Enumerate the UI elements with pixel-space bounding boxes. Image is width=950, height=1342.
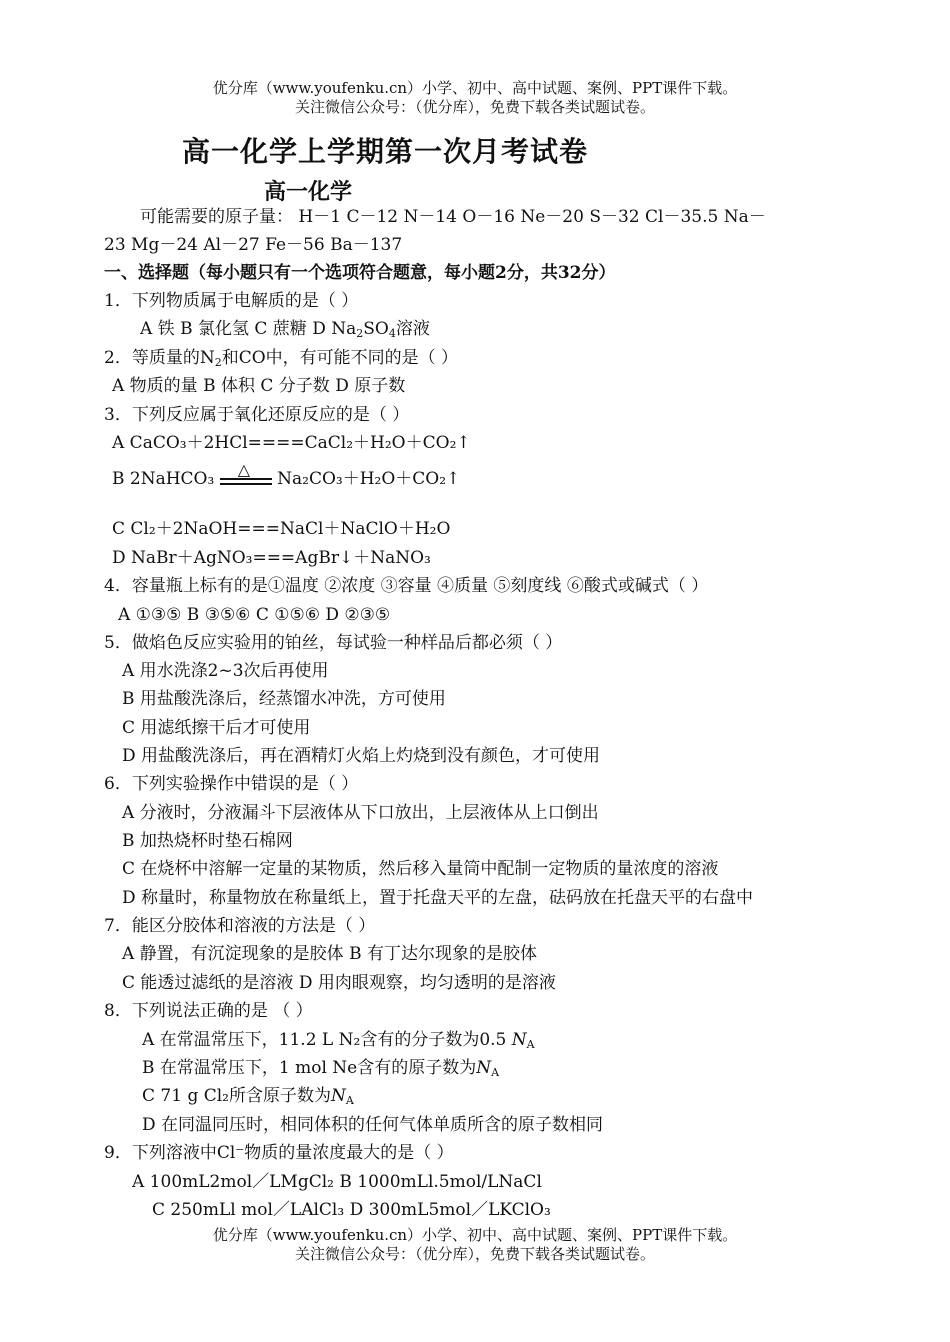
header-line-1: 优分库（www.youfenku.cn）小学、初中、高中试题、案例、PPT课件下载。: [212, 79, 738, 97]
avogadro-sub: A: [491, 1066, 500, 1079]
q8-b-text: B 在常温常压下，1 mol Ne含有的原子数为: [142, 1058, 477, 1078]
q2-stem-a: 2．等质量的N: [104, 348, 215, 368]
q8-a-text: A 在常温常压下，11.2 L N₂含有的分子数为0.5: [142, 1030, 512, 1050]
q3-option-c: C Cl₂＋2NaOH===NaCl＋NaClO＋H₂O: [112, 519, 451, 539]
q2-stem-sub: 2: [214, 356, 222, 369]
q6-option-d: D 称量时，称量物放在称量纸上，置于托盘天平的左盘，砝码放在托盘天平的右盘中: [122, 888, 754, 908]
atomic-mass-line-2: 23 Mg－24 Al－27 Fe－56 Ba－137: [104, 235, 403, 255]
q5-option-b: B 用盐酸洗涤后，经蒸馏水冲洗，方可使用: [122, 689, 446, 709]
footer-line-2: 关注微信公众号：（优分库），免费下载各类试题试卷。: [294, 1245, 655, 1263]
q6-option-a: A 分液时，分液漏斗下层液体从下口放出，上层液体从上口倒出: [122, 803, 599, 823]
avogadro-sub: A: [345, 1094, 354, 1107]
q1-sub-1: 2: [356, 327, 364, 340]
header-line-2: 关注微信公众号：（优分库），免费下载各类试题试卷。: [294, 98, 655, 116]
q6-option-c: C 在烧杯中溶解一定量的某物质，然后移入量筒中配制一定物质的量浓度的溶液: [122, 859, 719, 879]
q7-options-cd: C 能透过滤纸的是溶液 D 用肉眼观察，均匀透明的是溶液: [122, 973, 556, 993]
q1-stem: 1．下列物质属于电解质的是（ ）: [104, 291, 359, 311]
q7-stem: 7．能区分胶体和溶液的方法是（ ）: [104, 916, 376, 936]
q1-tail: 溶液: [395, 319, 430, 339]
q6-option-b: B 加热烧杯时垫石棉网: [122, 831, 293, 851]
q1-options-text: A 铁 B 氯化氢 C 蔗糖 D Na: [140, 319, 357, 339]
delta-symbol: △: [237, 459, 251, 479]
avogadro-n: N: [476, 1058, 492, 1078]
q2-stem: [104, 347, 458, 369]
q5-option-d: D 用盐酸洗涤后，再在酒精灯火焰上灼烧到没有颜色，才可使用: [122, 746, 601, 766]
q8-option-b: [142, 1057, 499, 1079]
footer-line-1: 优分库（www.youfenku.cn）小学、初中、高中试题、案例、PPT课件下载。: [212, 1226, 738, 1244]
q8-stem: 8．下列说法正确的是 （ ）: [104, 1001, 313, 1021]
avogadro-sub: A: [526, 1038, 535, 1051]
q9-options-cd: C 250mLl mol／LAlCl₃ D 300mL5mol／LKClO₃: [152, 1200, 551, 1220]
q3-b-left: B 2NaHCO₃: [112, 469, 215, 489]
avogadro-n: N: [331, 1086, 346, 1106]
q5-option-a: A 用水洗涤2~3次后再使用: [122, 661, 329, 681]
q1-sub-2: 4: [388, 327, 396, 340]
q5-option-c: C 用滤纸擦干后才可使用: [122, 718, 311, 738]
q3-option-a: A CaCO₃＋2HCl====CaCl₂＋H₂O＋CO₂↑: [112, 433, 471, 453]
heat-equals-sign: [220, 459, 272, 491]
q4-stem: 4．容量瓶上标有的是①温度 ②浓度 ③容量 ④质量 ⑤刻度线 ⑥酸式或碱式（ ）: [104, 576, 709, 596]
avogadro-n: N: [511, 1030, 527, 1050]
page-title: 高一化学上学期第一次月考试卷: [182, 135, 589, 168]
q4-options: A ①③⑤ B ③⑤⑥ C ①⑤⑥ D ②③⑤: [118, 605, 391, 625]
q3-b-right: Na₂CO₃＋H₂O＋CO₂↑: [277, 469, 461, 489]
atomic-mass-line-1: 可能需要的原子量： H－1 C－12 N－14 O－16 Ne－20 S－32 Cl－35.5 Na－: [140, 207, 766, 227]
q8-option-c: [142, 1085, 354, 1107]
q5-stem: 5．做焰色反应实验用的铂丝，每试验一种样品后都必须（ ）: [104, 633, 563, 653]
q3-stem: 3．下列反应属于氧化还原反应的是（ ）: [104, 405, 410, 425]
q9-options-ab: A 100mL2mol／LMgCl₂ B 1000mLl.5mol/LNaCl: [132, 1172, 542, 1192]
q7-options-ab: A 静置，有沉淀现象的是胶体 B 有丁达尔现象的是胶体: [122, 944, 537, 964]
section-heading: 一、选择题（每小题只有一个选项符合题意，每小题2分，共32分）: [104, 263, 616, 283]
q1-options: [140, 318, 430, 340]
q2-stem-b: 和CO中，有可能不同的是（ ）: [221, 348, 459, 368]
page-subtitle: 高一化学: [264, 180, 353, 205]
q8-option-a: [142, 1029, 535, 1051]
q3-option-b: [112, 459, 461, 491]
q8-option-d: D 在同温同压时，相同体积的任何气体单质所含的原子数相同: [142, 1115, 604, 1135]
q8-c-text: C 71 g Cl₂所含原子数为: [142, 1086, 331, 1106]
q3-option-d: D NaBr＋AgNO₃===AgBr↓＋NaNO₃: [112, 548, 431, 568]
q6-stem: 6．下列实验操作中错误的是（ ）: [104, 774, 359, 794]
q9-stem: 9．下列溶液中Cl⁻物质的量浓度最大的是（ ）: [104, 1143, 454, 1163]
q2-options: A 物质的量 B 体积 C 分子数 D 原子数: [112, 376, 406, 396]
q1-mid: SO: [363, 319, 389, 339]
